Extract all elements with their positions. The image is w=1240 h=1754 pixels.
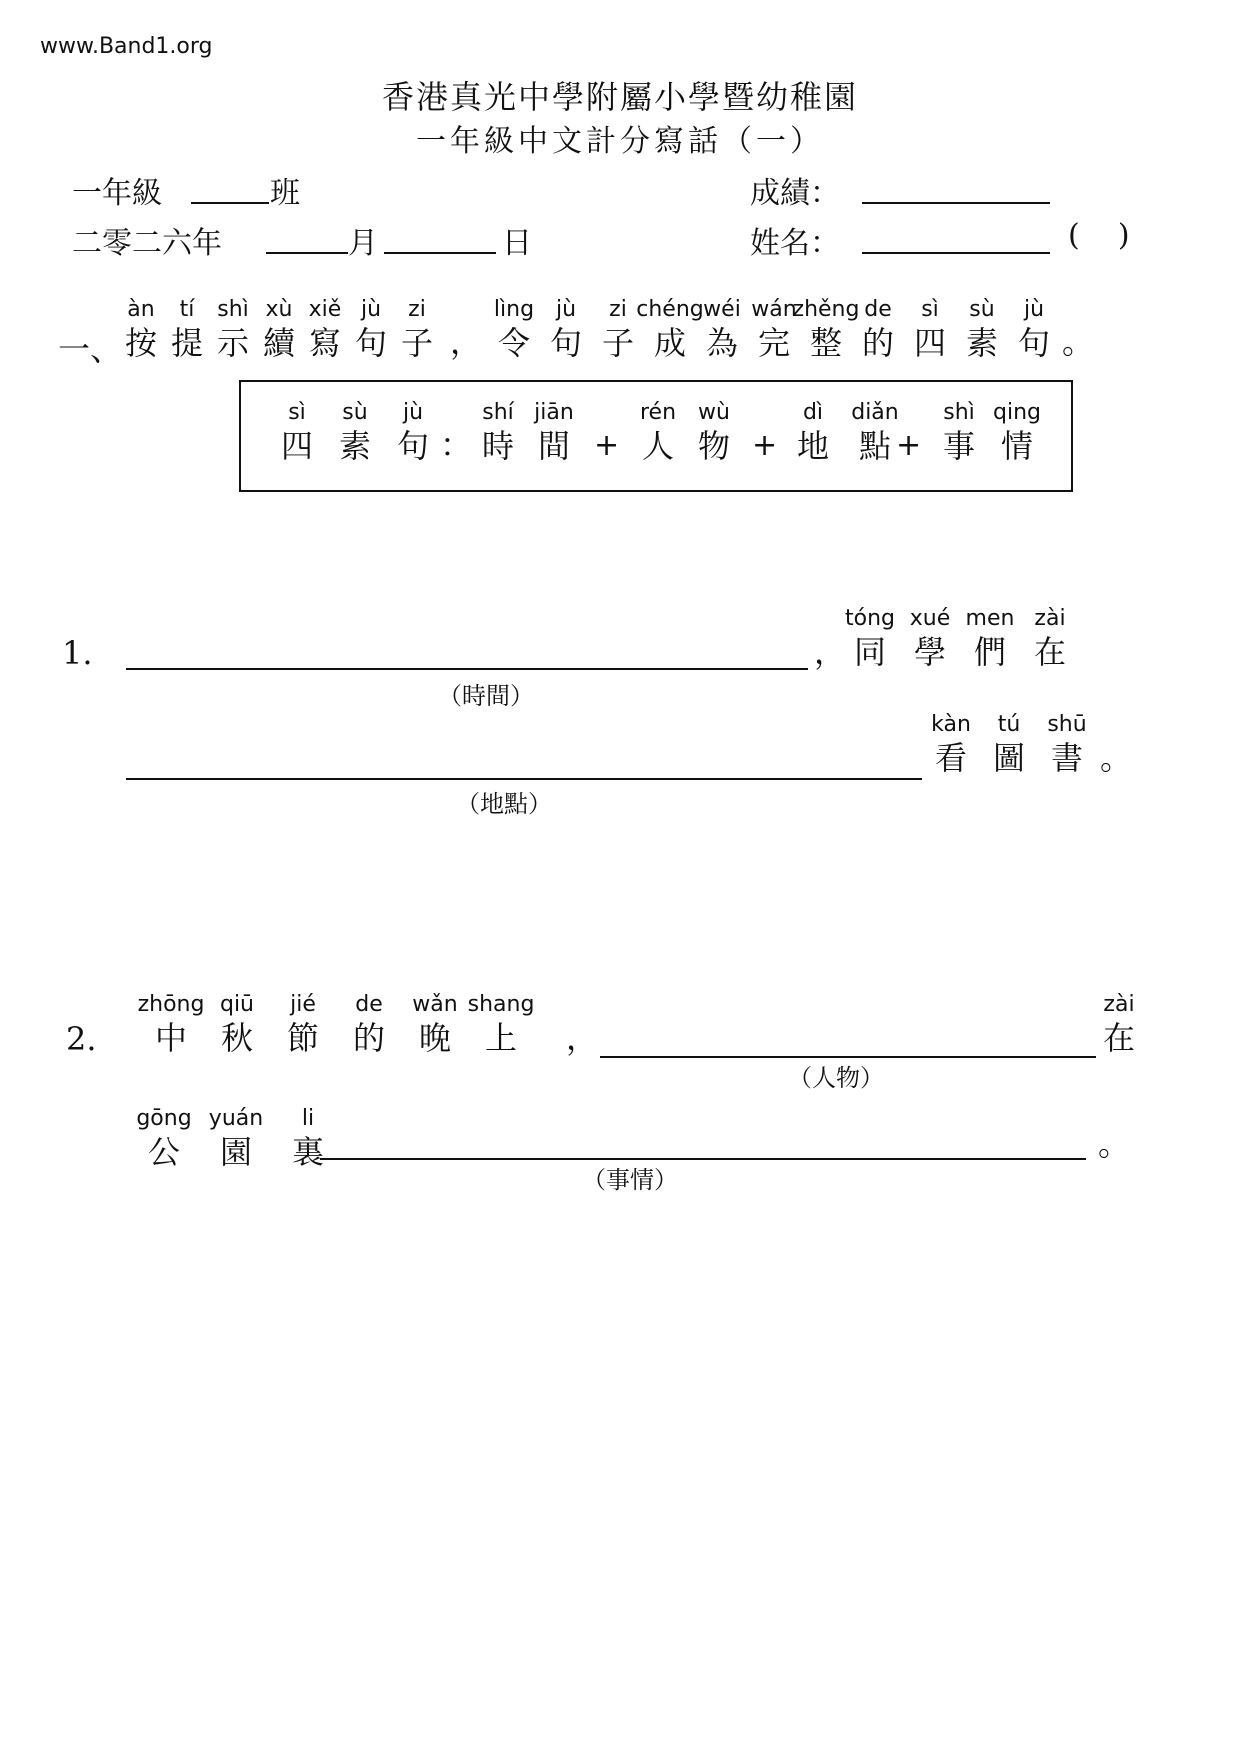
plus-sign-3: + bbox=[896, 428, 922, 463]
pinyin: tí bbox=[179, 297, 195, 322]
pinyin: shì bbox=[943, 400, 975, 425]
ruby-char bbox=[488, 297, 540, 363]
ruby-char bbox=[270, 992, 336, 1058]
ruby-char bbox=[1020, 606, 1080, 672]
ruby-char bbox=[840, 606, 900, 672]
hanzi: 成 bbox=[653, 324, 686, 362]
pinyin: sì bbox=[288, 400, 306, 425]
q1-time-blank[interactable] bbox=[126, 668, 808, 670]
hanzi: 句 bbox=[1017, 324, 1050, 362]
ruby-char bbox=[900, 606, 960, 672]
hanzi: 四 bbox=[913, 324, 946, 362]
hanzi: 素 bbox=[965, 324, 998, 362]
hanzi: 秋 bbox=[220, 1019, 253, 1057]
pinyin: shū bbox=[1047, 712, 1087, 737]
hanzi: 的 bbox=[352, 1019, 385, 1057]
name-blank[interactable] bbox=[862, 252, 1050, 254]
score-label: 成績： bbox=[750, 176, 840, 211]
pinyin: zài bbox=[1034, 606, 1066, 631]
hanzi: 間 bbox=[537, 427, 570, 465]
ruby-char bbox=[696, 297, 748, 363]
pinyin: zhōng bbox=[137, 992, 205, 1017]
ruby-char bbox=[1008, 297, 1060, 363]
question-2-number: 2. bbox=[66, 1020, 97, 1058]
q2-zai bbox=[1094, 992, 1144, 1058]
hanzi: 點 bbox=[858, 427, 891, 465]
hanzi: 物 bbox=[697, 427, 730, 465]
formula-time bbox=[470, 400, 582, 466]
pinyin: jù bbox=[402, 400, 424, 425]
hanzi: 句 bbox=[549, 324, 582, 362]
hanzi: 學 bbox=[913, 633, 946, 671]
ruby-char bbox=[200, 1106, 272, 1172]
pinyin: zi bbox=[408, 297, 426, 322]
pinyin: kàn bbox=[931, 712, 971, 737]
ruby-char bbox=[852, 297, 904, 363]
pinyin: de bbox=[864, 297, 892, 322]
q2-event-blank[interactable] bbox=[320, 1158, 1086, 1160]
ruby-char bbox=[782, 400, 844, 466]
hanzi: 提 bbox=[170, 324, 203, 362]
pinyin: shì bbox=[217, 297, 249, 322]
hanzi: 地 bbox=[796, 427, 829, 465]
hanzi: 令 bbox=[497, 324, 530, 362]
pinyin: wǎn bbox=[412, 992, 458, 1017]
pinyin: wán bbox=[751, 297, 797, 322]
hanzi: 書 bbox=[1050, 739, 1083, 777]
instruction-part1 bbox=[118, 297, 440, 363]
school-title: 香港真光中學附屬小學暨幼稚園 bbox=[381, 78, 858, 116]
pinyin: diǎn bbox=[851, 400, 899, 425]
hanzi: 中 bbox=[154, 1019, 187, 1057]
hanzi: 四 bbox=[280, 427, 313, 465]
hanzi: 子 bbox=[601, 324, 634, 362]
ruby-char bbox=[792, 297, 860, 363]
q1-tail-line1 bbox=[840, 606, 1080, 672]
hanzi: 上 bbox=[484, 1019, 517, 1057]
class-number-parens: ( ) bbox=[1068, 218, 1130, 253]
hanzi: 圖 bbox=[992, 739, 1025, 777]
ruby-char bbox=[302, 297, 348, 363]
pinyin: sù bbox=[342, 400, 368, 425]
plus-sign-2: + bbox=[752, 428, 778, 463]
ruby-char bbox=[526, 400, 582, 466]
hanzi: 子 bbox=[400, 324, 433, 362]
pinyin: men bbox=[965, 606, 1015, 631]
hanzi: 園 bbox=[219, 1133, 252, 1171]
hanzi: 同 bbox=[853, 633, 886, 671]
ruby-char bbox=[468, 992, 534, 1058]
ruby-char bbox=[394, 297, 440, 363]
formula-place bbox=[782, 400, 906, 466]
formula-event bbox=[930, 400, 1046, 466]
ruby-char bbox=[980, 712, 1038, 778]
q1-hint-place: （地點） bbox=[456, 790, 552, 818]
pinyin: rén bbox=[639, 400, 677, 425]
q2-period: 。 bbox=[1098, 1125, 1131, 1163]
hanzi: 續 bbox=[262, 324, 295, 362]
hanzi: 公 bbox=[147, 1133, 180, 1171]
ruby-char bbox=[384, 400, 442, 466]
pinyin: jù bbox=[360, 297, 382, 322]
hanzi: 完 bbox=[757, 324, 790, 362]
plus-sign-1: + bbox=[594, 428, 620, 463]
hanzi: 寫 bbox=[308, 324, 341, 362]
pinyin: lìng bbox=[493, 297, 535, 322]
hanzi: 在 bbox=[1102, 1019, 1135, 1057]
hanzi: 在 bbox=[1033, 633, 1066, 671]
ruby-char bbox=[336, 992, 402, 1058]
pinyin: jié bbox=[290, 992, 316, 1017]
name-label: 姓名： bbox=[750, 226, 840, 261]
hanzi: 人 bbox=[641, 427, 674, 465]
hanzi: 看 bbox=[934, 739, 967, 777]
ruby-char bbox=[348, 297, 394, 363]
q1-hint-time: （時間） bbox=[438, 682, 534, 710]
pinyin: shí bbox=[482, 400, 514, 425]
date-year-label: 二零二六年 bbox=[72, 226, 222, 261]
pinyin: jù bbox=[555, 297, 577, 322]
hanzi: 裏 bbox=[291, 1133, 324, 1171]
ruby-char bbox=[904, 297, 956, 363]
ruby-char bbox=[470, 400, 526, 466]
ruby-char bbox=[636, 297, 704, 363]
grade-label: 一年級 bbox=[72, 176, 162, 211]
instruction-comma: ， bbox=[450, 323, 483, 361]
hanzi: 們 bbox=[973, 633, 1006, 671]
q1-place-blank[interactable] bbox=[126, 778, 922, 780]
hanzi: 時 bbox=[481, 427, 514, 465]
hanzi: 晚 bbox=[418, 1019, 451, 1057]
pinyin: tú bbox=[997, 712, 1021, 737]
ruby-char bbox=[988, 400, 1046, 466]
pinyin: gōng bbox=[136, 1106, 192, 1131]
hanzi: 情 bbox=[1000, 427, 1033, 465]
formula-label bbox=[268, 400, 442, 466]
day-label: 日 bbox=[502, 226, 532, 261]
pinyin: xiě bbox=[308, 297, 342, 322]
q2-head-line1 bbox=[138, 992, 534, 1058]
score-blank[interactable] bbox=[862, 202, 1050, 204]
ruby-char bbox=[686, 400, 742, 466]
worksheet-subtitle: 一年級中文計分寫話（一） bbox=[416, 124, 824, 159]
pinyin: àn bbox=[127, 297, 155, 322]
pinyin: jù bbox=[1023, 297, 1045, 322]
q2-head-line2 bbox=[128, 1106, 344, 1172]
formula-colon: ： bbox=[440, 426, 473, 464]
ruby-char bbox=[268, 400, 326, 466]
hanzi: 句 bbox=[396, 427, 429, 465]
ruby-char bbox=[930, 400, 988, 466]
ruby-char bbox=[1038, 712, 1096, 778]
ruby-char bbox=[128, 1106, 200, 1172]
ruby-char bbox=[326, 400, 384, 466]
pinyin: wù bbox=[698, 400, 730, 425]
class-label: 班 bbox=[270, 176, 300, 211]
q1-tail-line2 bbox=[922, 712, 1096, 778]
q1-period: 。 bbox=[1100, 739, 1133, 777]
ruby-char bbox=[138, 992, 204, 1058]
q1-comma: ， bbox=[814, 633, 847, 671]
ruby-char bbox=[402, 992, 468, 1058]
watermark: www.Band1.org bbox=[40, 34, 213, 59]
pinyin: qiū bbox=[219, 992, 255, 1017]
pinyin: shang bbox=[467, 992, 535, 1017]
pinyin: li bbox=[301, 1106, 315, 1131]
ruby-char bbox=[960, 606, 1020, 672]
hanzi: 為 bbox=[705, 324, 738, 362]
pinyin: zài bbox=[1103, 992, 1135, 1017]
pinyin: tóng bbox=[845, 606, 895, 631]
pinyin: chéng bbox=[636, 297, 704, 322]
instruction-period: 。 bbox=[1062, 323, 1095, 361]
pinyin: de bbox=[355, 992, 383, 1017]
pinyin: qing bbox=[993, 400, 1041, 425]
pinyin: sì bbox=[921, 297, 939, 322]
pinyin: sù bbox=[969, 297, 995, 322]
pinyin: yuán bbox=[208, 1106, 264, 1131]
hanzi: 節 bbox=[286, 1019, 319, 1057]
pinyin: xù bbox=[265, 297, 293, 322]
ruby-char bbox=[956, 297, 1008, 363]
q2-hint-event: （事情） bbox=[582, 1166, 678, 1194]
ruby-char bbox=[164, 297, 210, 363]
ruby-char bbox=[204, 992, 270, 1058]
hanzi: 示 bbox=[216, 324, 249, 362]
hanzi: 句 bbox=[354, 324, 387, 362]
instruction-part2 bbox=[488, 297, 1060, 363]
day-blank[interactable] bbox=[384, 252, 496, 254]
hanzi: 素 bbox=[338, 427, 371, 465]
q2-hint-person: （人物） bbox=[788, 1064, 884, 1092]
ruby-char bbox=[210, 297, 256, 363]
question-1-number: 1. bbox=[62, 634, 93, 672]
month-label: 月 bbox=[348, 226, 378, 261]
ruby-char bbox=[922, 712, 980, 778]
pinyin: zhěng bbox=[792, 297, 860, 322]
formula-person bbox=[630, 400, 742, 466]
hanzi: 事 bbox=[942, 427, 975, 465]
ruby-char bbox=[1094, 992, 1144, 1058]
ruby-char bbox=[630, 400, 686, 466]
hanzi: 按 bbox=[124, 324, 157, 362]
q2-comma: ， bbox=[566, 1019, 599, 1057]
pinyin: jiān bbox=[534, 400, 574, 425]
month-blank[interactable] bbox=[266, 252, 348, 254]
hanzi: 整 bbox=[809, 324, 842, 362]
ruby-char bbox=[256, 297, 302, 363]
class-blank[interactable] bbox=[191, 202, 269, 204]
ruby-char bbox=[118, 297, 164, 363]
pinyin: dì bbox=[802, 400, 824, 425]
ruby-char bbox=[272, 1106, 344, 1172]
pinyin: xué bbox=[909, 606, 951, 631]
section-marker: 一、 bbox=[58, 330, 123, 368]
pinyin: wéi bbox=[703, 297, 741, 322]
pinyin: zi bbox=[609, 297, 627, 322]
hanzi: 的 bbox=[861, 324, 894, 362]
ruby-char bbox=[540, 297, 592, 363]
